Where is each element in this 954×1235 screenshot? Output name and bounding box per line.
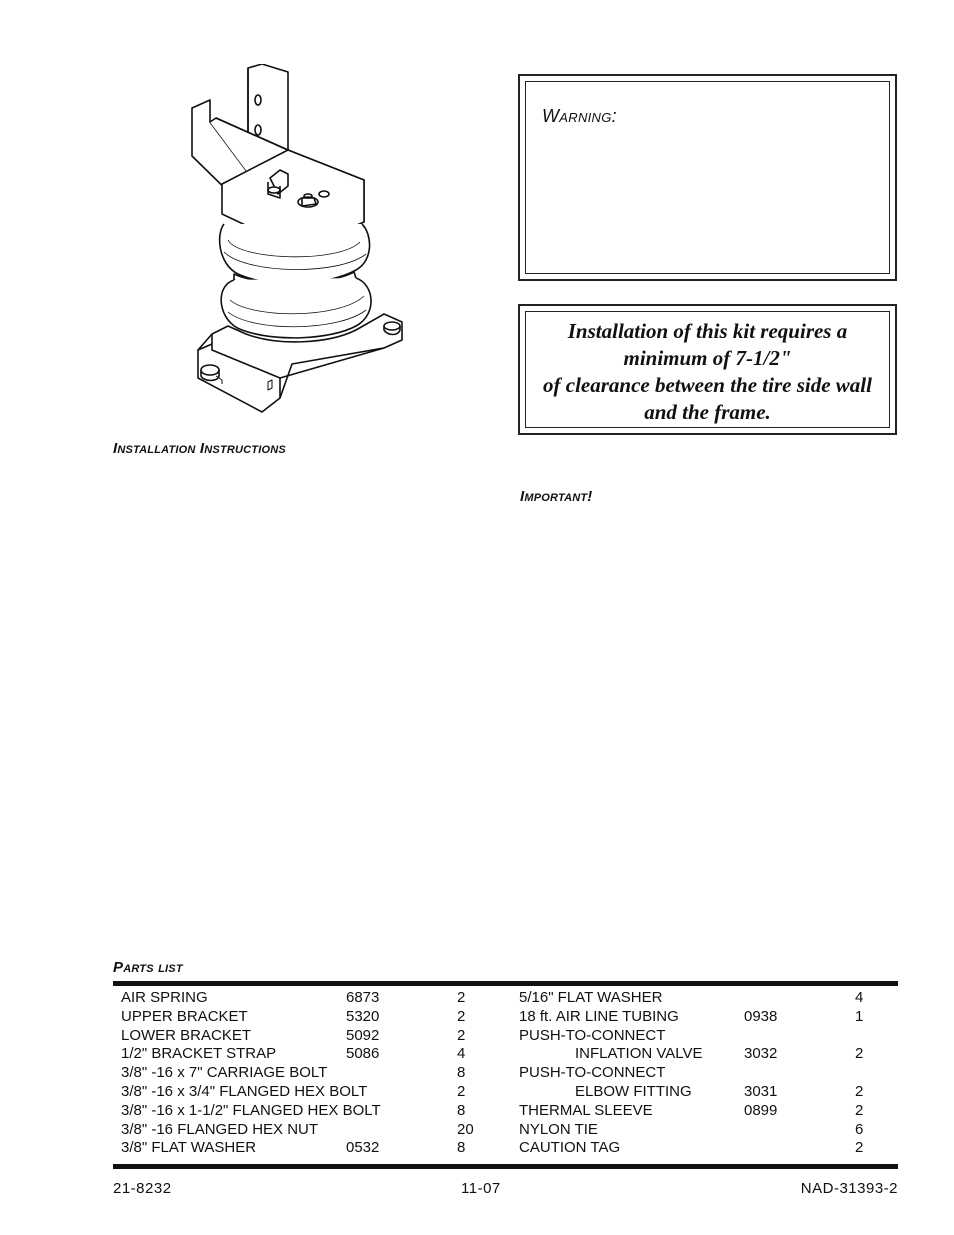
part-name: THERMAL SLEEVE: [519, 1101, 653, 1119]
part-number: 5086: [346, 1045, 380, 1063]
part-name: NYLON TIE: [519, 1120, 598, 1138]
part-name: PUSH-TO-CONNECT: [519, 1026, 666, 1044]
part-name: UPPER BRACKET: [121, 1007, 248, 1025]
part-quantity: 2: [855, 1082, 864, 1100]
part-number: 0899: [744, 1101, 778, 1119]
parts-row: [121, 1139, 481, 1158]
warning-title: Warning:: [542, 106, 617, 126]
clearance-line: Installation of this kit requires a: [567, 319, 848, 343]
footer-date: 11-07: [461, 1180, 501, 1197]
part-name: PUSH-TO-CONNECT: [519, 1064, 666, 1082]
air-spring-assembly-illustration: [188, 64, 412, 416]
parts-row: [519, 1139, 879, 1158]
parts-row: [519, 1027, 879, 1046]
part-name: 3/8" -16 x 3/4" FLANGED HEX BOLT: [121, 1082, 368, 1100]
parts-row: [121, 1083, 481, 1102]
parts-list-right-column: [519, 989, 879, 1158]
part-quantity: 2: [457, 1007, 466, 1025]
parts-row: [519, 1121, 879, 1140]
part-name: 5/16" FLAT WASHER: [519, 989, 663, 1006]
parts-row: [519, 1045, 879, 1064]
part-quantity: 2: [855, 1101, 864, 1119]
parts-row: [121, 989, 481, 1008]
part-quantity: 8: [457, 1139, 466, 1157]
clearance-line: minimum of 7-1/2": [623, 346, 792, 370]
parts-table-top-rule: [113, 981, 898, 986]
part-quantity: 8: [457, 1064, 466, 1082]
part-name: 3/8" -16 x 7" CARRIAGE BOLT: [121, 1064, 328, 1082]
part-quantity: 2: [457, 1026, 466, 1044]
parts-list-heading: Parts list: [113, 959, 183, 976]
part-name: 3/8" FLAT WASHER: [121, 1139, 257, 1157]
parts-row: [519, 1083, 879, 1102]
parts-row: [121, 1102, 481, 1121]
part-quantity: 4: [855, 989, 864, 1006]
part-quantity: 6: [855, 1120, 864, 1138]
part-quantity: 8: [457, 1101, 466, 1119]
part-name: AIR SPRING: [121, 989, 208, 1006]
part-quantity: 2: [457, 1082, 466, 1100]
part-name: 3/8" -16 x 1-1/2" FLANGED HEX BOLT: [121, 1101, 381, 1119]
part-name: LOWER BRACKET: [121, 1026, 252, 1044]
clearance-notice-box: [518, 304, 897, 435]
parts-row: [519, 989, 879, 1008]
parts-row: [121, 1008, 481, 1027]
parts-row: [121, 1027, 481, 1046]
part-number: 0938: [744, 1007, 778, 1025]
part-quantity: 2: [855, 1045, 864, 1063]
part-name: INFLATION VALVE: [575, 1045, 703, 1063]
parts-row: [121, 1064, 481, 1083]
clearance-notice-text: [528, 318, 887, 426]
part-name: 1/2" BRACKET STRAP: [121, 1045, 277, 1063]
clearance-line: of clearance between the tire side wall: [543, 373, 872, 397]
footer-document-number: 21-8232: [113, 1180, 172, 1197]
important-heading: Important!: [520, 488, 593, 505]
parts-row: [519, 1102, 879, 1121]
parts-list-left-column: [121, 989, 481, 1158]
part-name: 18 ft. AIR LINE TUBING: [519, 1007, 679, 1025]
part-name: 3/8" -16 FLANGED HEX NUT: [121, 1120, 319, 1138]
part-number: 3031: [744, 1082, 778, 1100]
parts-row: [121, 1045, 481, 1064]
parts-row: [519, 1008, 879, 1027]
part-quantity: 1: [855, 1007, 864, 1025]
installation-instructions-heading: Installation Instructions: [113, 440, 286, 457]
part-quantity: 4: [457, 1045, 466, 1063]
parts-table-bottom-rule: [113, 1164, 898, 1169]
parts-row: [121, 1121, 481, 1140]
part-quantity: 2: [855, 1139, 864, 1157]
part-number: 3032: [744, 1045, 778, 1063]
part-name: CAUTION TAG: [519, 1139, 621, 1157]
part-number: 0532: [346, 1139, 380, 1157]
part-quantity: 2: [457, 989, 466, 1006]
part-quantity: 20: [457, 1120, 474, 1138]
part-number: 6873: [346, 989, 380, 1006]
part-number: 5320: [346, 1007, 380, 1025]
parts-row: [519, 1064, 879, 1083]
part-number: 5092: [346, 1026, 380, 1044]
warning-box: [518, 74, 897, 281]
clearance-line: and the frame.: [644, 400, 771, 424]
part-name: ELBOW FITTING: [575, 1082, 692, 1100]
footer-part-number: NAD-31393-2: [800, 1180, 898, 1197]
